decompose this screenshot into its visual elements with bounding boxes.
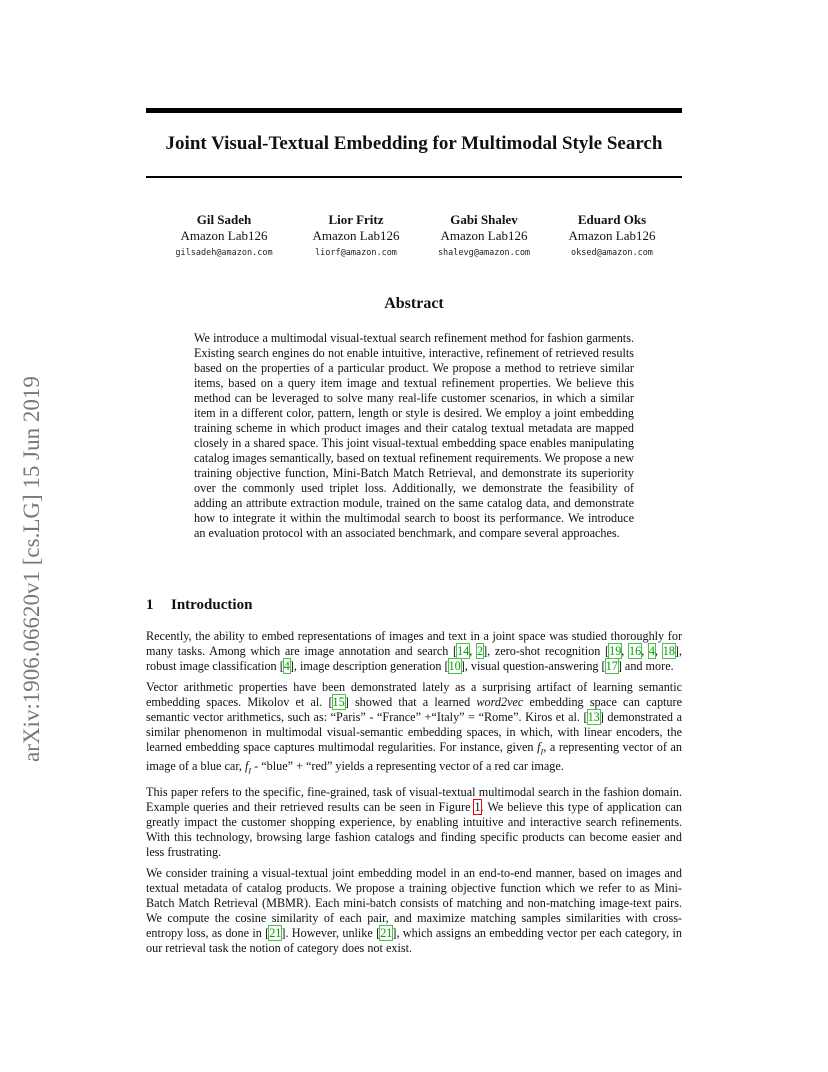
paper-title: Joint Visual-Textual Embedding for Multimodal Style Search [165, 133, 663, 154]
arxiv-sidebar-identifier: arXiv:1906.06620v1 [cs.LG] 15 Jun 2019 [19, 376, 44, 762]
citation-link[interactable]: 14 [457, 644, 470, 658]
author-2 [286, 212, 426, 260]
citation-link[interactable]: 4 [648, 644, 656, 658]
section-heading-introduction [146, 595, 682, 615]
citation-link[interactable]: 13 [587, 710, 600, 724]
paragraph-4: We consider training a visual-textual joint embedding model in an end-to-end manner, based on images and textual metadata of catalog products. We propose a training objective function which we refer to as Mini-Batch Match Retrieval (MBMR). Each mini-batch consists of matching and non-matching image-text pairs. We compute the cosine similarity of each pair, and maximize matching samples similarities with cross-entropy loss, as done in [21]. However, unlike [21], which assigns an embedding vector per each category, in our retrieval task the notion of category does not exist. [146, 865, 683, 955]
section-title: Introduction [171, 597, 253, 613]
author-affiliation: Amazon Lab126 [312, 228, 400, 243]
citation-link[interactable]: 16 [629, 644, 642, 658]
citation-link[interactable]: 2 [476, 644, 484, 658]
citation-link[interactable]: 10 [448, 659, 461, 673]
author-email[interactable]: oksed@amazon.com [571, 248, 653, 258]
introduction-body [146, 629, 682, 962]
abstract-heading: Abstract [384, 295, 444, 312]
paragraph-2: Vector arithmetic properties have been demonstrated lately as a surprising artifact of learning semantic embedding spaces. Mikolov et al. [15] showed that a learned word2vec embedding space can capture semantic vector arithmetics, such as: “Paris” - “France” +“Italy” = “Rome”. Kiros et al. [13] demonstrated a similar phenomenon in multimodal visual-semantic embedding spaces, in which, with linear encoders, the learned embedding space captures multimodal regularities. For instance, given $f_I$, a representing vector of an image of a blue car, $f_I$ - “blue” + “red” yields a representing vector of a red car image. [146, 680, 682, 776]
abstract-text: We introduce a multimodal visual-textual search refinement method for fashion garments. Existing search engines do not enable intuitive, interactive, refinement of retrieved results based on the properties of a particular product. We propose a method to retrieve similar items, based on a query item image and textual refinement properties. We believe this method can be leveraged to solve many real-life customer scenarios, in which a similar item in a different color, pattern, length or style is desired. We employ a joint embedding training scheme in which product images and their catalog textual metadata are mapped closely in a shared space. This joint visual-textual embedding space enables manipulating catalog images semantically, based on textual refinement requirements. We propose a new training objective function, Mini-Batch Match Retrieval, and demonstrate its superiority over the commonly used triplet loss. Additionally, we demonstrate the feasibility of adding an attribute extraction module, trained on the same catalog data, and demonstrate how to integrate it within the multimodal search to boost its performance. We introduce an evaluation protocol with an associated benchmark, and compare several approaches. [194, 331, 634, 540]
section-number: 1 [146, 597, 154, 613]
citation-link[interactable]: 15 [332, 695, 345, 709]
author-1 [154, 212, 294, 260]
figure-reference-link[interactable]: 1 [474, 799, 481, 814]
author-name: Gil Sadeh [196, 212, 252, 227]
title-bottom-rule [146, 176, 682, 178]
author-email[interactable]: liorf@amazon.com [315, 248, 397, 258]
citation-link[interactable]: 21 [269, 925, 282, 940]
author-4 [542, 212, 682, 260]
citation-link[interactable]: 17 [605, 659, 618, 673]
citation-link[interactable]: 18 [662, 644, 675, 658]
author-email[interactable]: shalevg@amazon.com [437, 248, 531, 258]
author-affiliation: Amazon Lab126 [180, 228, 268, 243]
author-email[interactable]: gilsadeh@amazon.com [175, 248, 273, 258]
author-3 [414, 212, 554, 260]
author-affiliation: Amazon Lab126 [440, 228, 528, 243]
author-block [146, 212, 682, 264]
author-name: Lior Fritz [328, 212, 384, 227]
paragraph-3: This paper refers to the specific, fine-grained, task of visual-textual multimodal search in the fashion domain. Example queries and their retrieved results can be seen in Figure 1. We believe this type of application can greatly impact the customer shopping experience, by enabling intuitive and interactive search refinements. With this technology, browsing large fashion catalogs and finding specific products can become easier and less frustrating. [146, 784, 682, 859]
citation-link[interactable]: 19 [609, 644, 622, 658]
author-affiliation: Amazon Lab126 [568, 228, 656, 243]
paragraph-1: Recently, the ability to embed representations of images and text in a joint space was studied thoroughly for many tasks. Among which are image annotation and search [14, 2], zero-shot recognition [19, 16, 4, 18], robust image classification [4], image description generation [10], visual question-answering [17] and more. [146, 629, 683, 673]
citation-link[interactable]: 21 [380, 925, 393, 940]
author-name: Gabi Shalev [450, 212, 518, 227]
citation-link[interactable]: 4 [283, 659, 290, 673]
title-top-rule [146, 108, 682, 113]
author-name: Eduard Oks [577, 212, 647, 227]
